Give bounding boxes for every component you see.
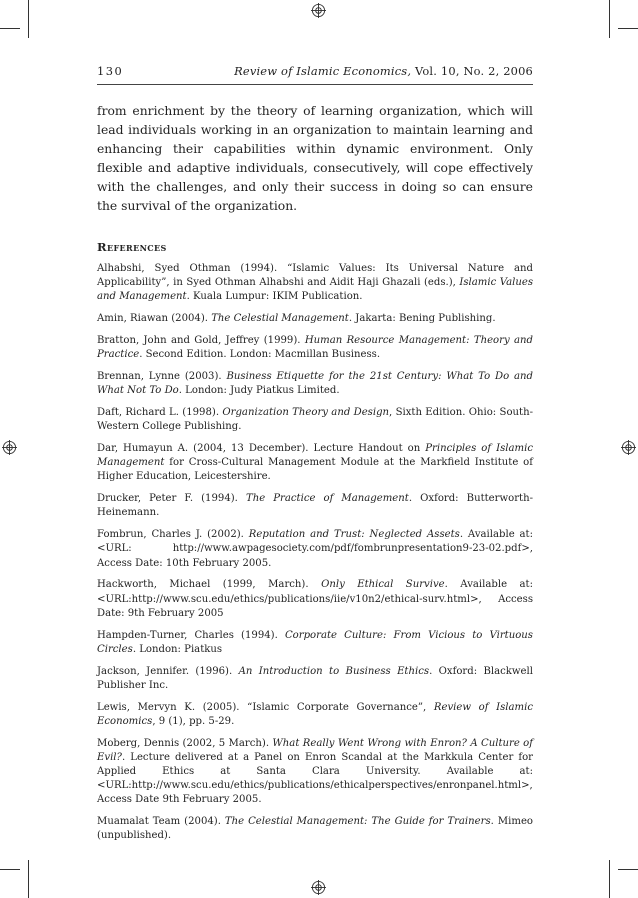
reference-text: . London: Judy Piatkus Limited.: [178, 385, 340, 397]
reference-text: . Jakarta: Bening Publishing.: [348, 313, 496, 325]
reference-text: . Second Edition. London: Macmillan Business.: [139, 349, 381, 361]
reference-entry: [97, 737, 533, 808]
reference-text: Moberg, Dennis (2002, 5 March).: [97, 737, 273, 749]
reference-title: The Celestial Management: The Guide for Trainers: [224, 816, 491, 828]
registration-mark-icon: [2, 440, 17, 455]
crop-mark: [28, 0, 29, 38]
reference-entry: [97, 262, 533, 305]
reference-title: An Introduction to Business Ethics: [238, 665, 430, 677]
reference-text: . Kuala Lumpur: IKIM Publication.: [186, 291, 363, 303]
reference-entry: [97, 406, 533, 434]
reference-text: . Available at: <URL: http://www.awpagesociety.com/pdf/fombrunpresentation9-23-02.pdf>, Access Date: 10th February 2005.: [97, 529, 534, 569]
reference-text: Drucker, Peter F. (1994).: [97, 493, 246, 505]
reference-text: . Mimeo (unpublished).: [97, 816, 533, 842]
crop-mark: [28, 860, 29, 898]
page-number: 130: [97, 64, 124, 78]
reference-entry: [97, 815, 533, 843]
reference-text: Lewis, Mervyn K. (2005). “Islamic Corporate Governance”,: [97, 701, 434, 713]
reference-entry: [97, 442, 533, 485]
body-paragraph: from enrichment by the theory of learning organization, which will lead individuals working in an organization to maintain learning and enhancing their capabilities within dynamic environment. Only flexible and adaptive individuals, consecutively, will cope effectively with the challenges, and only their success in doing so can ensure the survival of the organization.: [97, 104, 533, 213]
crop-mark: [0, 869, 20, 870]
reference-text: . London: Piatkus: [132, 643, 223, 655]
reference-title: Islamic Values and Management: [97, 277, 533, 303]
reference-text: Dar, Humayun A. (2004, 13 December). Lecture Handout on: [97, 443, 426, 454]
reference-text: Hackworth, Michael (1999, March).: [97, 579, 322, 591]
registration-mark-icon: [311, 3, 326, 18]
reference-text: Hampden-Turner, Charles (1994).: [97, 629, 285, 641]
reference-text: , Sixth Edition. Ohio: South-Western College Publishing.: [97, 407, 533, 433]
crop-mark: [618, 869, 638, 870]
reference-entry: [97, 578, 533, 621]
reference-text: Jackson, Jennifer. (1996).: [97, 665, 239, 677]
crop-mark: [609, 0, 610, 38]
crop-mark: [609, 860, 610, 898]
reference-text: Bratton, John and Gold, Jeffrey (1999).: [97, 335, 305, 346]
reference-title: Principles of Islamic Management: [97, 443, 533, 469]
reference-entry: [97, 312, 533, 326]
reference-entry: [97, 528, 533, 571]
reference-entry: [97, 492, 533, 520]
reference-text: Daft, Richard L. (1998).: [97, 407, 223, 418]
reference-title: The Celestial Management: [211, 313, 349, 325]
reference-title: Organization Theory and Design: [222, 407, 390, 418]
running-head: [97, 64, 533, 80]
journal-reference: [234, 64, 533, 78]
reference-title: What Really Went Wrong with Enron? A Culture of Evil?: [97, 737, 533, 763]
reference-text: . Oxford: Butterworth-Heinemann.: [97, 493, 533, 519]
reference-entry: [97, 370, 533, 398]
reference-text: , 9 (1), pp. 5-29.: [152, 715, 235, 727]
reference-title: Reputation and Trust: Neglected Assets: [248, 529, 460, 541]
registration-mark-icon: [311, 880, 326, 895]
reference-text: Alhabshi, Syed Othman (1994). “Islamic Values: Its Universal Nature and Applicability”, in Syed Othman Alhabshi and Aidit Haji Ghazali (eds.),: [97, 263, 533, 289]
journal-title: Review of Islamic Economics,: [234, 64, 412, 78]
reference-text: Muamalat Team (2004).: [97, 816, 225, 828]
crop-mark: [618, 28, 638, 29]
reference-text: . Oxford: Blackwell Publisher Inc.: [97, 665, 533, 691]
reference-title: Human Resource Management: Theory and Practice: [97, 335, 533, 361]
reference-entry: [97, 629, 533, 657]
reference-title: Review of Islamic Economics: [97, 701, 534, 727]
crop-mark: [0, 28, 20, 29]
reference-title: Corporate Culture: From Vicious to Virtuous Circles: [97, 629, 533, 655]
reference-entry: [97, 665, 533, 693]
journal-issue: Vol. 10, No. 2, 2006: [415, 64, 533, 78]
reference-text: Amin, Riawan (2004).: [97, 313, 212, 325]
reference-title: Only Ethical Survive: [321, 579, 445, 591]
header-rule: [97, 84, 533, 85]
reference-title: The Practice of Management: [245, 493, 409, 505]
reference-entry: [97, 701, 533, 729]
reference-entry: [97, 334, 533, 362]
reference-text: . Available at: <URL:http://www.scu.edu/ethics/publications/iie/v10n2/ethical-surv.html>, Access Date: 9th February 2005: [97, 579, 533, 619]
reference-title: Business Etiquette for the 21st Century: What To Do and What Not To Do: [97, 371, 533, 397]
references-list: [97, 262, 533, 851]
reference-text: Fombrun, Charles J. (2002).: [97, 529, 249, 541]
registration-mark-icon: [621, 440, 636, 455]
reference-text: Brennan, Lynne (2003).: [97, 371, 227, 382]
reference-text: for Cross-Cultural Management Module at the Markfield Institute of Higher Education, Leicestershire.: [97, 457, 533, 483]
reference-text: . Lecture delivered at a Panel on Enron Scandal at the Markkula Center for Applied Ethics at Santa Clara University. Available at: <URL:http://www.scu.edu/ethics/publications/ethicalperspectives/enronpanel.html>, Access Date 9th February 2005.: [97, 751, 533, 806]
references-heading: References: [97, 240, 167, 254]
